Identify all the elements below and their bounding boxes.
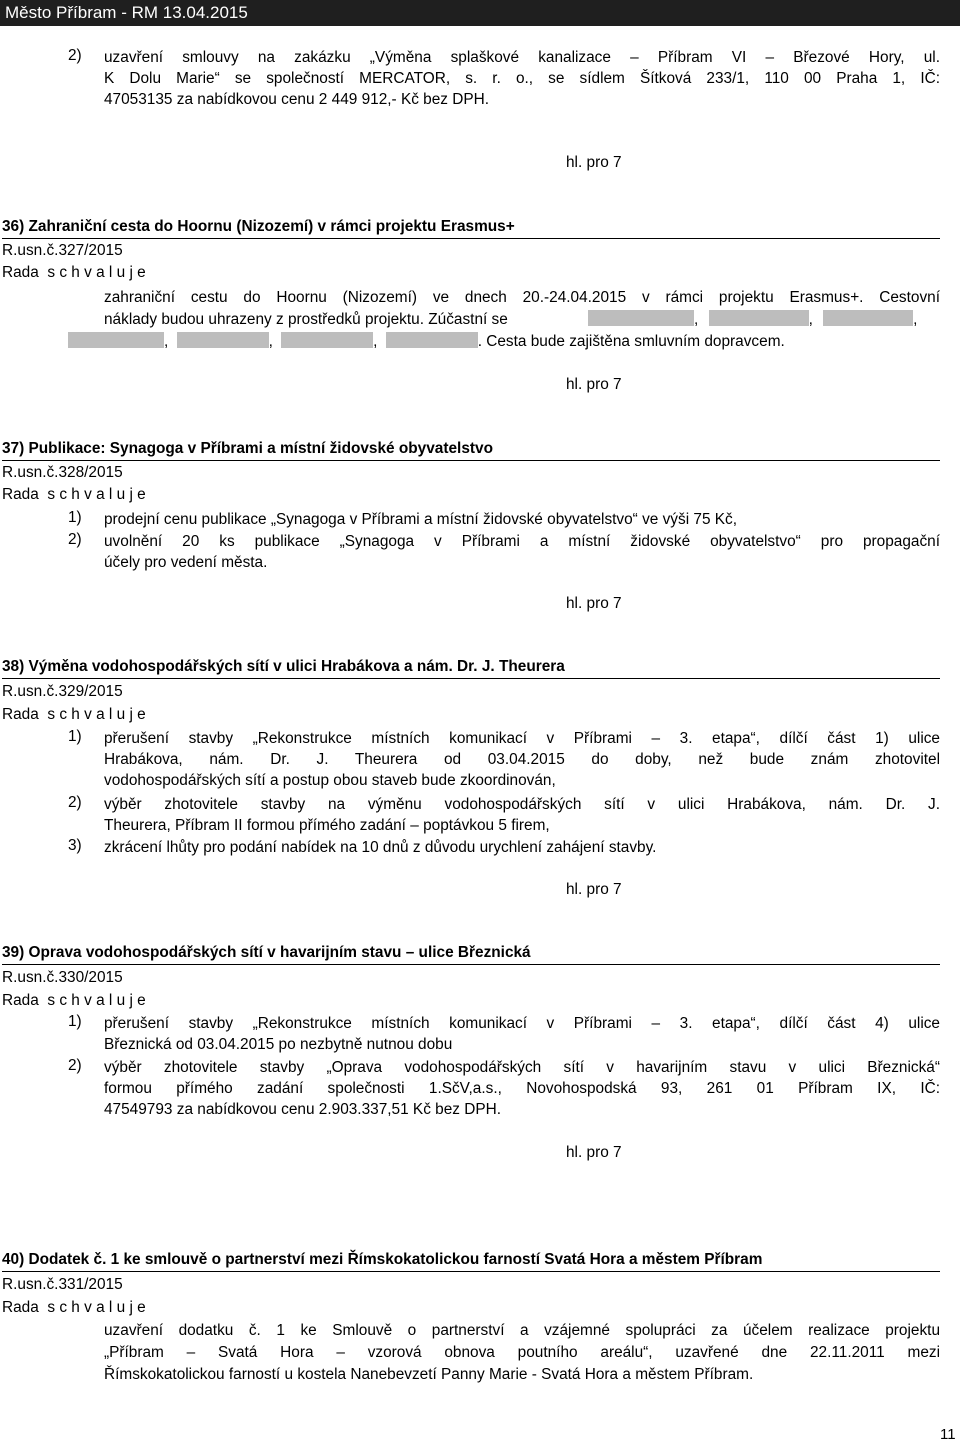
item-line: výběr zhotovitele stavby „Oprava vodohospodářských sítí v havarijním stavu v ulici Březnická“ — [104, 1059, 940, 1076]
vote-result: hl. pro 7 — [566, 595, 622, 612]
item-line: Hrabákova, nám. Dr. J. Theurera od 03.04.2015 do doby, než bude znám zhotovitel — [104, 751, 940, 768]
council-approves: Rada s c h v a l u j e — [2, 1299, 146, 1316]
vote-result: hl. pro 7 — [566, 154, 622, 171]
section-heading: 36) Zahraniční cesta do Hoornu (Nizozemí) v rámci projektu Erasmus+ — [2, 216, 940, 239]
council-approves: Rada s c h v a l u j e — [2, 992, 146, 1009]
resolution-text-line: Římskokatolickou farností u kostela Nanebevzetí Panny Marie - Svatá Hora a městem Příbram. — [104, 1366, 754, 1383]
item-number: 2) — [68, 531, 82, 548]
vote-result: hl. pro 7 — [566, 881, 622, 898]
redaction — [68, 332, 164, 348]
section-heading: 38) Výměna vodohospodářských sítí v ulici Hrabákova a nám. Dr. J. Theurera — [2, 656, 940, 679]
page-number: 11 — [940, 1426, 956, 1443]
item-number: 2) — [68, 47, 82, 64]
item-number: 2) — [68, 1057, 82, 1074]
redaction — [177, 332, 269, 348]
council-approves: Rada s c h v a l u j e — [2, 706, 146, 723]
resolution-text-line: uzavření dodatku č. 1 ke Smlouvě o partnerství a vzájemné spolupráci za účelem realizace projektu — [104, 1322, 940, 1339]
redaction — [281, 332, 373, 348]
item-line: přerušení stavby „Rekonstrukce místních komunikací v Příbrami – 3. etapa“, dílčí část 1) ulice — [104, 730, 940, 747]
vote-result: hl. pro 7 — [566, 376, 622, 393]
item-number: 1) — [68, 728, 82, 745]
council-approves: Rada s c h v a l u j e — [2, 486, 146, 503]
item-line: K Dolu Marie“ se společností MERCATOR, s. r. o., se sídlem Šítková 233/1, 110 00 Praha 1, IČ: — [104, 70, 940, 87]
resolution-number: R.usn.č.329/2015 — [2, 683, 123, 700]
resolution-number: R.usn.č.331/2015 — [2, 1276, 123, 1293]
resolution-number: R.usn.č.330/2015 — [2, 969, 123, 986]
item-line: Theurera, Příbram II formou přímého zadání – poptávkou 5 firem, — [104, 817, 550, 834]
resolution-text: náklady budou uhrazeny z prostředků projektu. Zúčastní se — [104, 311, 508, 328]
item-line: formou přímého zadání společnosti 1.SčV,a.s., Novohospodská 93, 261 01 Příbram IX, IČ: — [104, 1080, 940, 1097]
item-line: přerušení stavby „Rekonstrukce místních komunikací v Příbrami – 3. etapa“, dílčí část 4) ulice — [104, 1015, 940, 1032]
item-line: výběr zhotovitele stavby na výměnu vodohospodářských sítí v ulici Hrabákova, nám. Dr. J. — [104, 796, 940, 813]
resolution-text-line: „Příbram – Svatá Hora – vzorová obnova poutního areálu“, uzavřené dne 22.11.2011 mezi — [104, 1344, 940, 1361]
document-header — [0, 0, 960, 26]
redacted-names: , , , — [588, 309, 917, 330]
item-line: vodohospodářských sítí a postup obou staveb bude zkoordinován, — [104, 772, 556, 789]
resolution-text-line: zahraniční cestu do Hoornu (Nizozemí) ve dnech 20.-24.04.2015 v rámci projektu Erasmus+. Cestovní — [104, 289, 940, 306]
item-number: 1) — [68, 1013, 82, 1030]
redaction — [386, 332, 478, 348]
item-line: Březnická od 03.04.2015 po nezbytně nutnou dobu — [104, 1036, 453, 1053]
item-line: 47053135 za nabídkovou cenu 2 449 912,- Kč bez DPH. — [104, 91, 490, 108]
redaction — [709, 310, 809, 326]
council-approves: Rada s c h v a l u j e — [2, 264, 146, 281]
section-heading: 39) Oprava vodohospodářských sítí v havarijním stavu – ulice Březnická — [2, 942, 940, 965]
section-heading: 37) Publikace: Synagoga v Příbrami a místní židovské obyvatelstvo — [2, 438, 940, 461]
resolution-number: R.usn.č.327/2015 — [2, 242, 123, 259]
item-number: 1) — [68, 509, 82, 526]
redaction — [823, 310, 913, 326]
resolution-number: R.usn.č.328/2015 — [2, 464, 123, 481]
resolution-text-line — [104, 309, 940, 330]
item-line: 47549793 za nabídkovou cenu 2.903.337,51 Kč bez DPH. — [104, 1101, 502, 1118]
item-line: účely pro vedení města. — [104, 554, 268, 571]
item-line: uzavření smlouvy na zakázku „Výměna splaškové kanalizace – Příbram VI – Březové Hory, ul. — [104, 49, 940, 66]
item-number: 2) — [68, 794, 82, 811]
item-line: zkrácení lhůty pro podání nabídek na 10 dnů z důvodu urychlení zahájení stavby. — [104, 839, 657, 856]
section-heading: 40) Dodatek č. 1 ke smlouvě o partnerství mezi Římskokatolickou farností Svatá Hora a městem Příbram — [2, 1249, 940, 1272]
item-line: uvolnění 20 ks publikace „Synagoga v Příbrami a místní židovské obyvatelstvo“ pro propagační — [104, 533, 940, 550]
redaction — [588, 310, 694, 326]
vote-result: hl. pro 7 — [566, 1144, 622, 1161]
resolution-text-line: , , , . Cesta bude zajištěna smluvním dopravcem. — [68, 331, 940, 352]
item-number: 3) — [68, 837, 82, 854]
header-title: Město Příbram - RM 13.04.2015 — [5, 3, 248, 22]
resolution-text: . Cesta bude zajištěna smluvním dopravcem. — [477, 333, 785, 350]
item-line: prodejní cenu publikace „Synagoga v Příbrami a místní židovské obyvatelstvo“ ve výši 75 Kč, — [104, 511, 738, 528]
